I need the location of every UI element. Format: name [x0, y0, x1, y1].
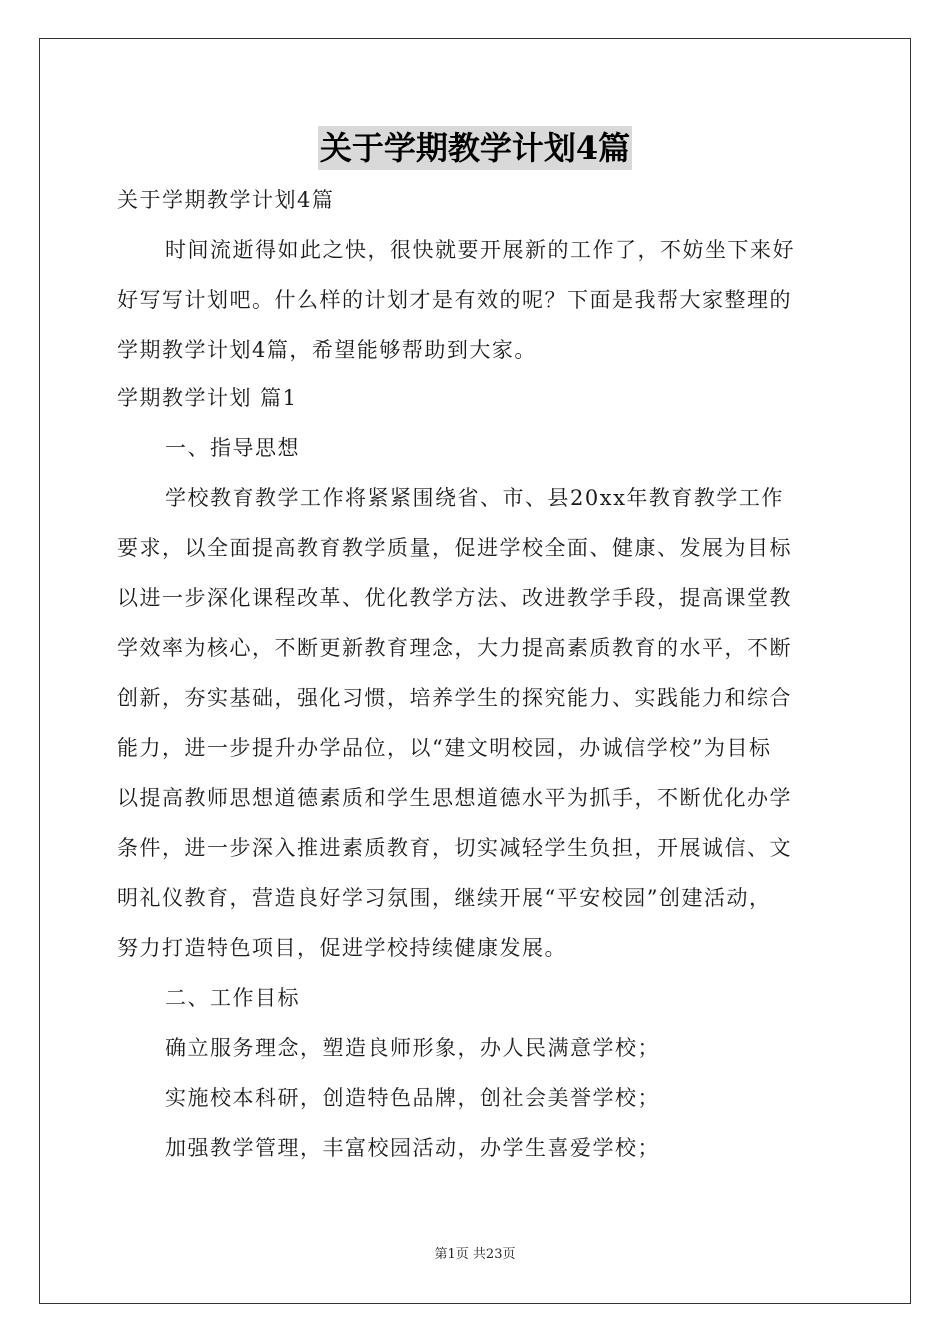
subtitle-line: 关于学期教学计划4篇 [117, 188, 335, 212]
paragraph-line: 努力打造特色项目，促进学校持续健康发展。 [117, 936, 567, 960]
subsection-heading: 一、指导思想 [165, 436, 300, 460]
page-footer: 第1页 共23页 [434, 1247, 516, 1262]
paragraph-line: 时间流逝得如此之快，很快就要开展新的工作了，不妨坐下来好 [165, 238, 795, 262]
paragraph-line: 学效率为核心，不断更新教育理念，大力提高素质教育的水平，不断 [117, 636, 792, 660]
paragraph-line: 能力，进一步提升办学品位，以“建文明校园，办诚信学校”为目标 [117, 736, 772, 760]
paragraph-line: 以进一步深化课程改革、优化教学方法、改进教学手段，提高课堂教 [117, 586, 792, 610]
paragraph-line: 条件，进一步深入推进素质教育，切实减轻学生负担，开展诚信、文 [117, 836, 792, 860]
list-item: 确立服务理念，塑造良师形象，办人民满意学校； [165, 1036, 660, 1060]
list-item: 实施校本科研，创造特色品牌，创社会美誉学校； [165, 1086, 660, 1110]
document-title: 关于学期教学计划4篇 [318, 126, 632, 170]
title-wrap [0, 126, 950, 170]
page-border [39, 38, 911, 1304]
section-heading: 学期教学计划 篇1 [117, 386, 298, 410]
subsection-heading: 二、工作目标 [165, 986, 300, 1010]
paragraph-line: 创新，夯实基础，强化习惯，培养学生的探究能力、实践能力和综合 [117, 686, 792, 710]
paragraph-line: 要求，以全面提高教育教学质量，促进学校全面、健康、发展为目标 [117, 536, 792, 560]
paragraph-line: 以提高教师思想道德素质和学生思想道德水平为抓手，不断优化办学 [117, 786, 792, 810]
paragraph-line: 明礼仪教育，营造良好学习氛围，继续开展“平安校园”创建活动， [117, 886, 772, 910]
paragraph-line: 好写写计划吧。什么样的计划才是有效的呢？下面是我帮大家整理的 [117, 288, 792, 312]
paragraph-line: 学校教育教学工作将紧紧围绕省、市、县20xx年教育教学工作 [165, 486, 784, 510]
paragraph-line: 学期教学计划4篇，希望能够帮助到大家。 [117, 338, 537, 362]
list-item: 加强教学管理，丰富校园活动，办学生喜爱学校； [165, 1136, 660, 1160]
